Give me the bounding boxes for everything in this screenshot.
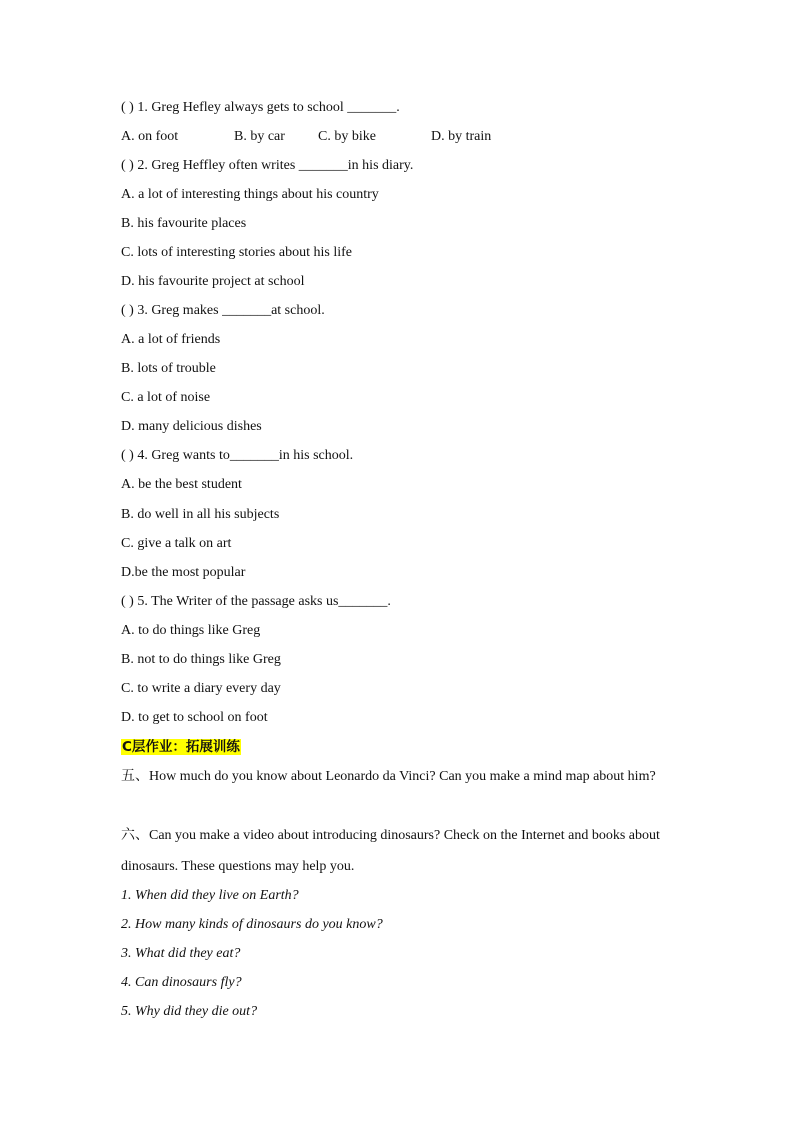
question-2-stem: ( ) 2. Greg Heffley often writes _______in his diary. (121, 158, 414, 173)
q4-option-d: D.be the most popular (121, 565, 246, 580)
guide-question-3: 3. What did they eat? (121, 946, 241, 961)
guide-question-1: 1. When did they live on Earth? (121, 888, 299, 903)
q2-option-d: D. his favourite project at school (121, 274, 305, 289)
task-5-prompt: 五、How much do you know about Leonardo da Vinci? Can you make a mind map about him? (121, 769, 656, 784)
question-5-stem: ( ) 5. The Writer of the passage asks us_______. (121, 594, 391, 609)
question-1-stem: ( ) 1. Greg Hefley always gets to school _______. (121, 100, 400, 115)
guide-question-2: 2. How many kinds of dinosaurs do you know? (121, 917, 383, 932)
task-6-prompt-line-1: 六、Can you make a video about introducing dinosaurs? Check on the Internet and books about (121, 828, 660, 843)
section-c-heading: C层作业：拓展训练 (122, 739, 240, 755)
question-4-stem: ( ) 4. Greg wants to_______in his school. (121, 448, 354, 463)
task-6-prompt-line-2: dinosaurs. These questions may help you. (121, 859, 355, 874)
q1-option-a: A. on foot (121, 129, 179, 144)
q2-option-b: B. his favourite places (121, 216, 247, 231)
q1-option-d: D. by train (431, 129, 492, 144)
q5-option-a: A. to do things like Greg (121, 623, 261, 638)
q5-option-d: D. to get to school on foot (121, 710, 268, 725)
q2-option-c: C. lots of interesting stories about his life (121, 245, 352, 260)
q1-option-b: B. by car (234, 129, 285, 144)
section-c-heading-line (121, 738, 241, 757)
q3-option-c: C. a lot of noise (121, 390, 211, 405)
q3-option-d: D. many delicious dishes (121, 419, 262, 434)
guide-question-4: 4. Can dinosaurs fly? (121, 975, 242, 990)
q3-option-b: B. lots of trouble (121, 361, 216, 376)
q3-option-a: A. a lot of friends (121, 332, 221, 347)
q4-option-b: B. do well in all his subjects (121, 507, 280, 522)
q4-option-c: C. give a talk on art (121, 536, 232, 551)
question-1-options (121, 128, 641, 146)
q2-option-a: A. a lot of interesting things about his country (121, 187, 379, 202)
q1-option-c: C. by bike (318, 129, 376, 144)
q5-option-b: B. not to do things like Greg (121, 652, 281, 667)
q4-option-a: A. be the best student (121, 477, 242, 492)
question-3-stem: ( ) 3. Greg makes _______at school. (121, 303, 325, 318)
q5-option-c: C. to write a diary every day (121, 681, 281, 696)
guide-question-5: 5. Why did they die out? (121, 1004, 258, 1019)
